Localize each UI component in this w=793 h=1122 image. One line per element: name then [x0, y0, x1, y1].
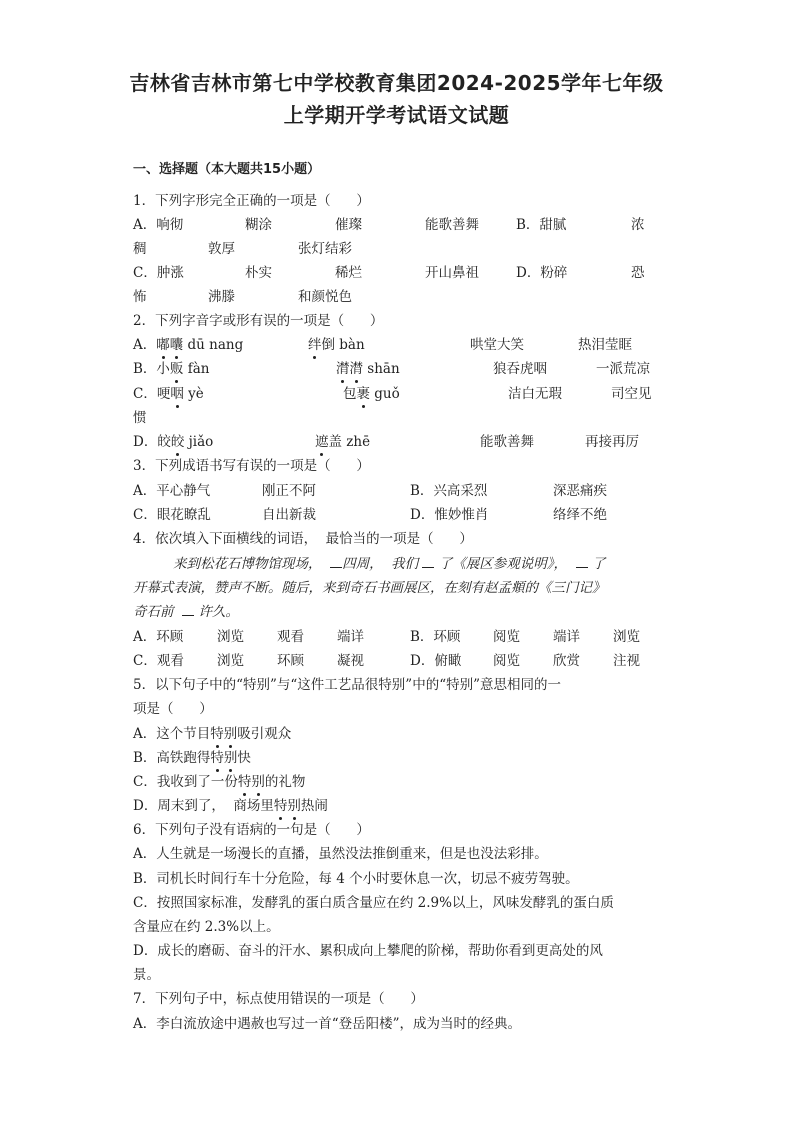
q5-option-b[interactable]: B．高铁跑得特别快 [133, 750, 251, 766]
q5-option-a[interactable]: A．这个节目特别吸引观众 [133, 726, 292, 742]
q1-stem: 1．下列字形完全正确的一项是（ ） [133, 193, 370, 209]
q2-stem: 2．下列字音字或形有误的一项是（ ） [133, 313, 384, 329]
doc-title-line2: 上学期开学考试语文试题 [283, 103, 510, 127]
q5-stem-line2: 项是（ ） [133, 701, 213, 717]
q5-stem-line1: 5．以下句子中的“特别”与“这件工艺品很特别”中的“特别”意思相同的一 [133, 677, 561, 693]
q6-option-b[interactable]: B．司机长时间行车十分危险，每 4 个小时要休息一次，切忌不疲劳驾驶。 [133, 871, 579, 887]
q7-option-a[interactable]: A．李白流放途中遇赦也写过一首“登岳阳楼”，成为当时的经典。 [133, 1016, 522, 1032]
q6-stem: 6．下列句子没有语病的一句是（ ） [133, 822, 370, 838]
q5-option-c[interactable]: C．我收到了一份特别的礼物 [133, 774, 306, 790]
q7-stem: 7．下列句子中，标点使用错误的一项是（ ） [133, 991, 424, 1007]
q3-stem: 3．下列成语书写有误的一项是（ ） [133, 458, 370, 474]
doc-title-line1: 吉林省吉林市第七中学校教育集团2024-2025学年七年级 [129, 71, 664, 95]
q6-option-a[interactable]: A．人生就是一场漫长的直播，虽然没法推倒重来，但是也没法彩排。 [133, 846, 548, 862]
q4-passage-line1: 来到松花石博物馆现场， 四周， 我们 了《展区参观说明》， 了 [173, 556, 606, 572]
q4-passage-line2: 开幕式表演，赞声不断。随后，来到奇石书画展区，在刻有赵孟頫的《三门记》 [133, 580, 606, 596]
q5-option-d[interactable]: D．周末到了， 商场里特别热闹 [133, 798, 328, 814]
q4-stem: 4．依次填入下面横线的词语， 最恰当的一项是（ ） [133, 531, 473, 547]
section-heading: 一、选择题（本大题共15小题） [133, 162, 321, 177]
q4-passage-line3: 奇石前 许久。 [133, 604, 239, 620]
